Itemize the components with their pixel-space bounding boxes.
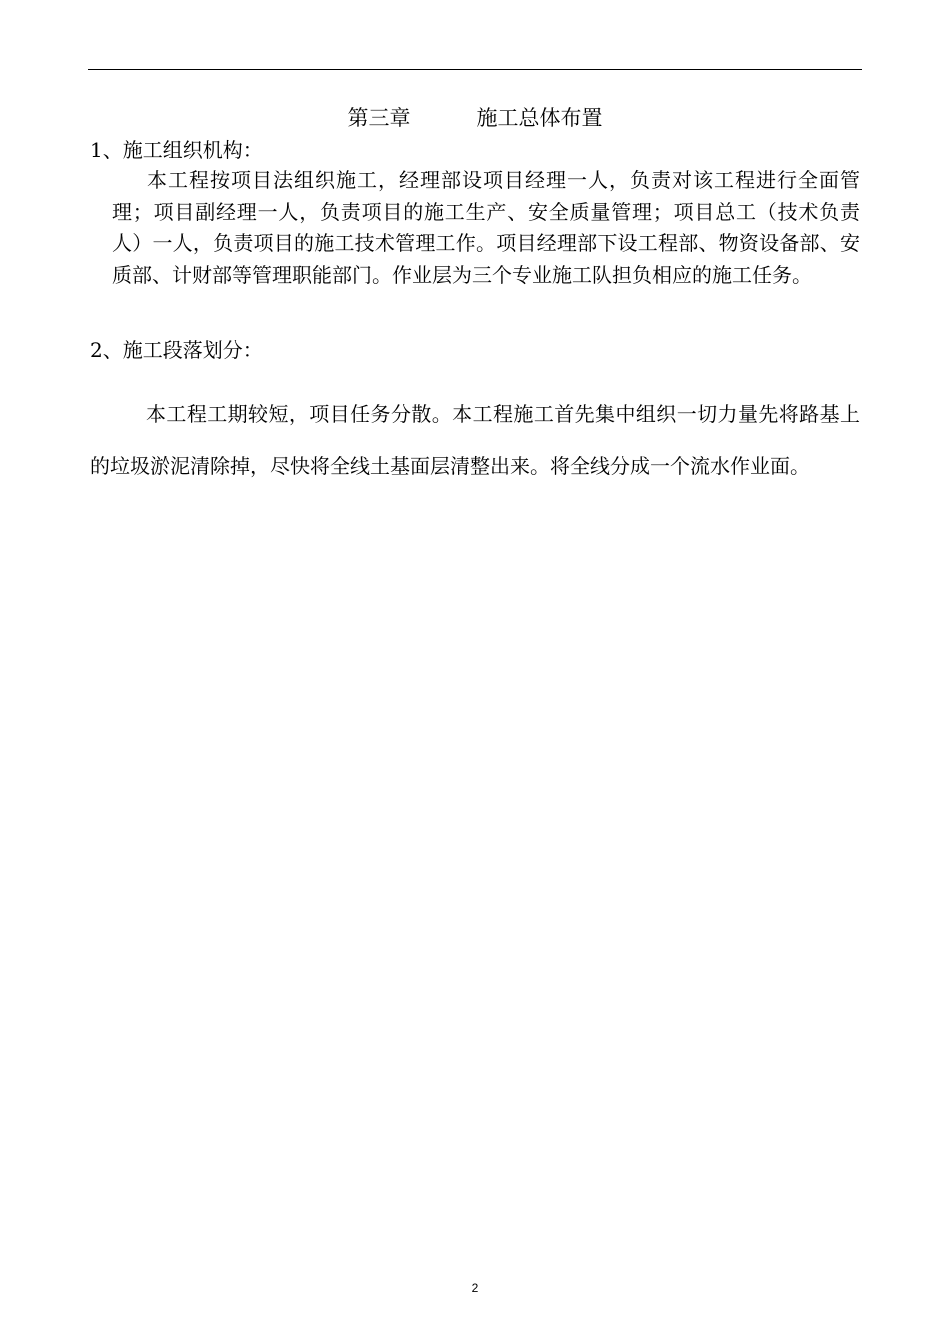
section-body-organization: 本工程按项目法组织施工，经理部设项目经理一人，负责对该工程进行全面管理；项目副经理一人，负责项目的施工生产、安全质量管理；项目总工（技术负责人）一人，负责项目的施工技术管理工作。项目经理部下设工程部、物资设备部、安质部、计财部等管理职能部门。作业层为三个专业施工队担负相应的施工任务。 [112, 168, 860, 287]
page-number: 2 [471, 1281, 479, 1295]
section-heading-organization: 1、施工组织机构： [90, 138, 263, 162]
chapter-title [0, 101, 950, 135]
header-rule [88, 69, 862, 70]
chapter-label: 第三章 [347, 106, 411, 130]
chapter-name: 施工总体布置 [476, 106, 603, 130]
section-body-segments: 本工程工期较短，项目任务分散。本工程施工首先集中组织一切力量先将路基上的垃圾淤泥清除掉，尽快将全线土基面层清整出来。将全线分成一个流水作业面。 [90, 402, 860, 478]
section-heading-segments: 2、施工段落划分： [90, 338, 263, 362]
